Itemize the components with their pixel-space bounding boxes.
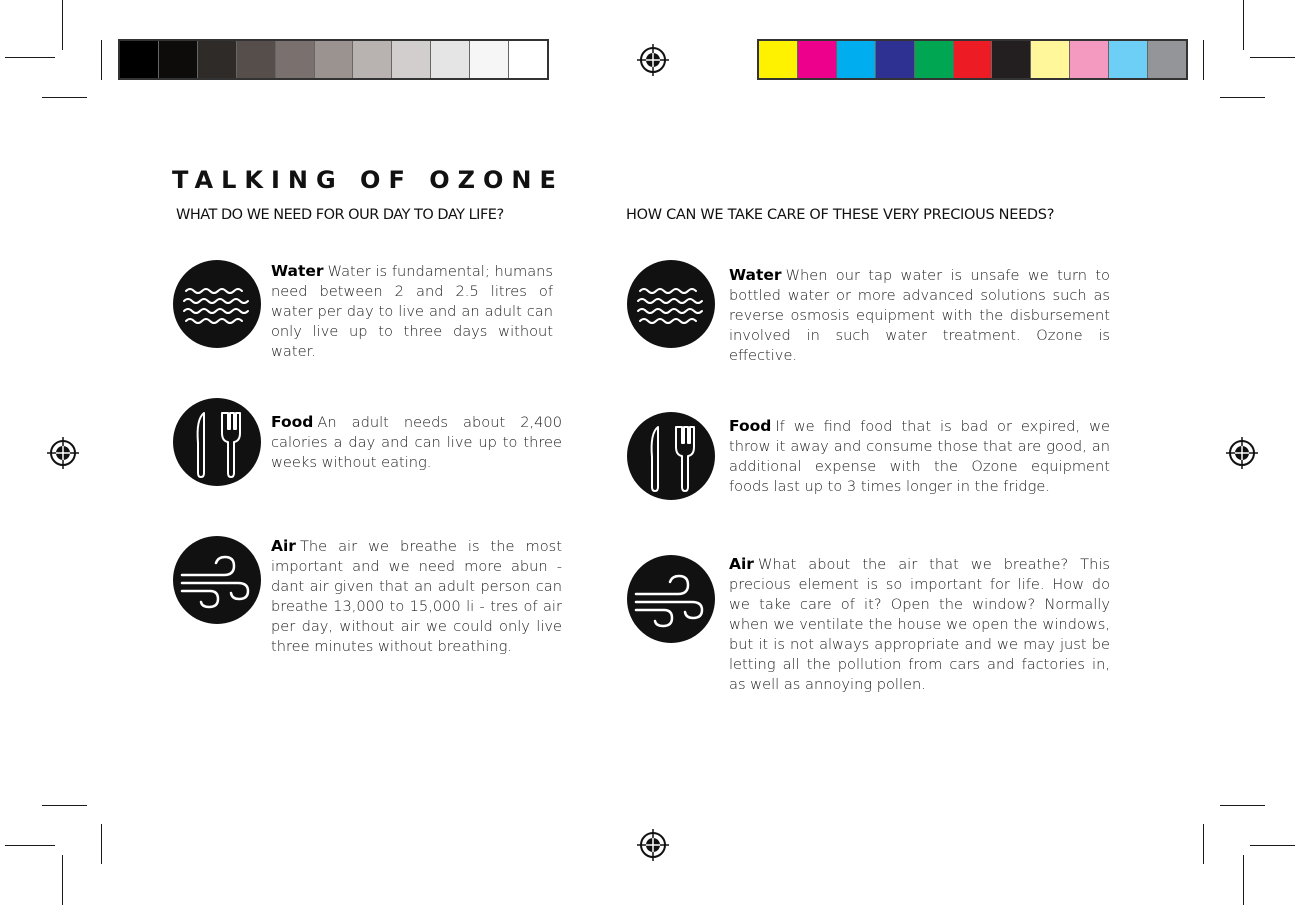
crop-mark <box>1243 0 1244 50</box>
crop-mark <box>1220 97 1265 98</box>
registration-mark-icon <box>1225 436 1259 470</box>
wind-icon <box>626 554 716 644</box>
registration-mark-icon <box>636 43 670 77</box>
color-swatch <box>1031 41 1070 78</box>
right-food-item <box>729 416 1110 497</box>
color-swatch <box>353 41 392 78</box>
crop-mark <box>62 0 63 50</box>
item-text: If we find food that is bad or expired, we throw it away and consume those that are good, an additional expense with the Ozone equipment foods last up to 3 times longer in the fridge. <box>729 418 1110 495</box>
crop-mark <box>101 40 102 80</box>
registration-mark-icon <box>636 828 670 862</box>
color-swatch <box>759 41 798 78</box>
right-column-heading: HOW CAN WE TAKE CARE OF THESE VERY PRECIOUS NEEDS? <box>626 207 1055 223</box>
crop-mark <box>42 97 87 98</box>
color-swatch <box>837 41 876 78</box>
color-swatch <box>276 41 315 78</box>
item-text: The air we breathe is the most important and we need more abun - dant air given that an adult person can breathe 13,000 to 15,000 li - tres of air per day, without air we could only live three minutes without breathing. <box>271 538 562 655</box>
color-swatch <box>509 41 547 78</box>
color-swatch <box>1148 41 1186 78</box>
color-swatch <box>159 41 198 78</box>
color-swatch <box>431 41 470 78</box>
keyword: Air <box>729 555 754 573</box>
keyword: Air <box>271 537 296 555</box>
color-swatch <box>954 41 993 78</box>
crop-mark <box>1220 805 1265 806</box>
item-text: When our tap water is unsafe we turn to bottled water or more advanced solutions such as reverse osmosis equipment with the disbursement involved in such water treatment. Ozone is effective. <box>729 267 1110 364</box>
crop-mark <box>5 845 55 846</box>
waves-icon <box>626 259 716 349</box>
registration-mark-icon <box>46 436 80 470</box>
item-text: An adult needs about 2,400 calories a day and can live up to three weeks without eating. <box>271 414 562 471</box>
color-swatch <box>1109 41 1148 78</box>
item-text: Water is fundamental; humans need between 2 and 2.5 litres of water per day to live and an adult can only live up to three days without water. <box>271 263 553 360</box>
color-swatch <box>237 41 276 78</box>
crop-mark <box>1250 57 1295 58</box>
crop-mark <box>1243 855 1244 905</box>
left-food-item <box>271 412 562 473</box>
left-air-item <box>271 536 562 657</box>
knife-fork-icon <box>626 411 716 501</box>
knife-fork-icon <box>172 397 262 487</box>
left-water-item <box>271 261 553 362</box>
crop-mark <box>1250 845 1295 846</box>
keyword: Food <box>271 413 314 431</box>
left-column-heading: WHAT DO WE NEED FOR OUR DAY TO DAY LIFE? <box>176 207 504 223</box>
color-swatch <box>470 41 509 78</box>
crop-mark <box>101 824 102 864</box>
color-swatch <box>315 41 354 78</box>
keyword: Water <box>271 262 324 280</box>
crop-mark <box>1203 40 1204 80</box>
keyword: Food <box>729 417 772 435</box>
crop-mark <box>62 855 63 905</box>
grayscale-color-bar <box>118 39 549 80</box>
right-air-item <box>729 554 1110 695</box>
keyword: Water <box>729 266 782 284</box>
color-swatch <box>198 41 237 78</box>
waves-icon <box>172 259 262 349</box>
color-swatch <box>120 41 159 78</box>
color-swatch <box>392 41 431 78</box>
right-water-item <box>729 265 1110 366</box>
color-swatch <box>992 41 1031 78</box>
page-title: TALKING OF OZONE <box>172 166 564 194</box>
color-swatch <box>1070 41 1109 78</box>
crop-mark <box>5 57 55 58</box>
color-swatch <box>915 41 954 78</box>
crop-mark <box>42 805 87 806</box>
color-swatch <box>798 41 837 78</box>
item-text: What about the air that we breathe? This precious element is so important for life. How do we take care of it? Open the window? Normally when we ventilate the house we open the windows, but it is not always appropriate and we may just be letting all the pollution from cars and factories in, as well as annoying pollen. <box>729 556 1110 693</box>
process-color-bar <box>757 39 1188 80</box>
wind-icon <box>172 535 262 625</box>
crop-mark <box>1203 824 1204 864</box>
color-swatch <box>876 41 915 78</box>
